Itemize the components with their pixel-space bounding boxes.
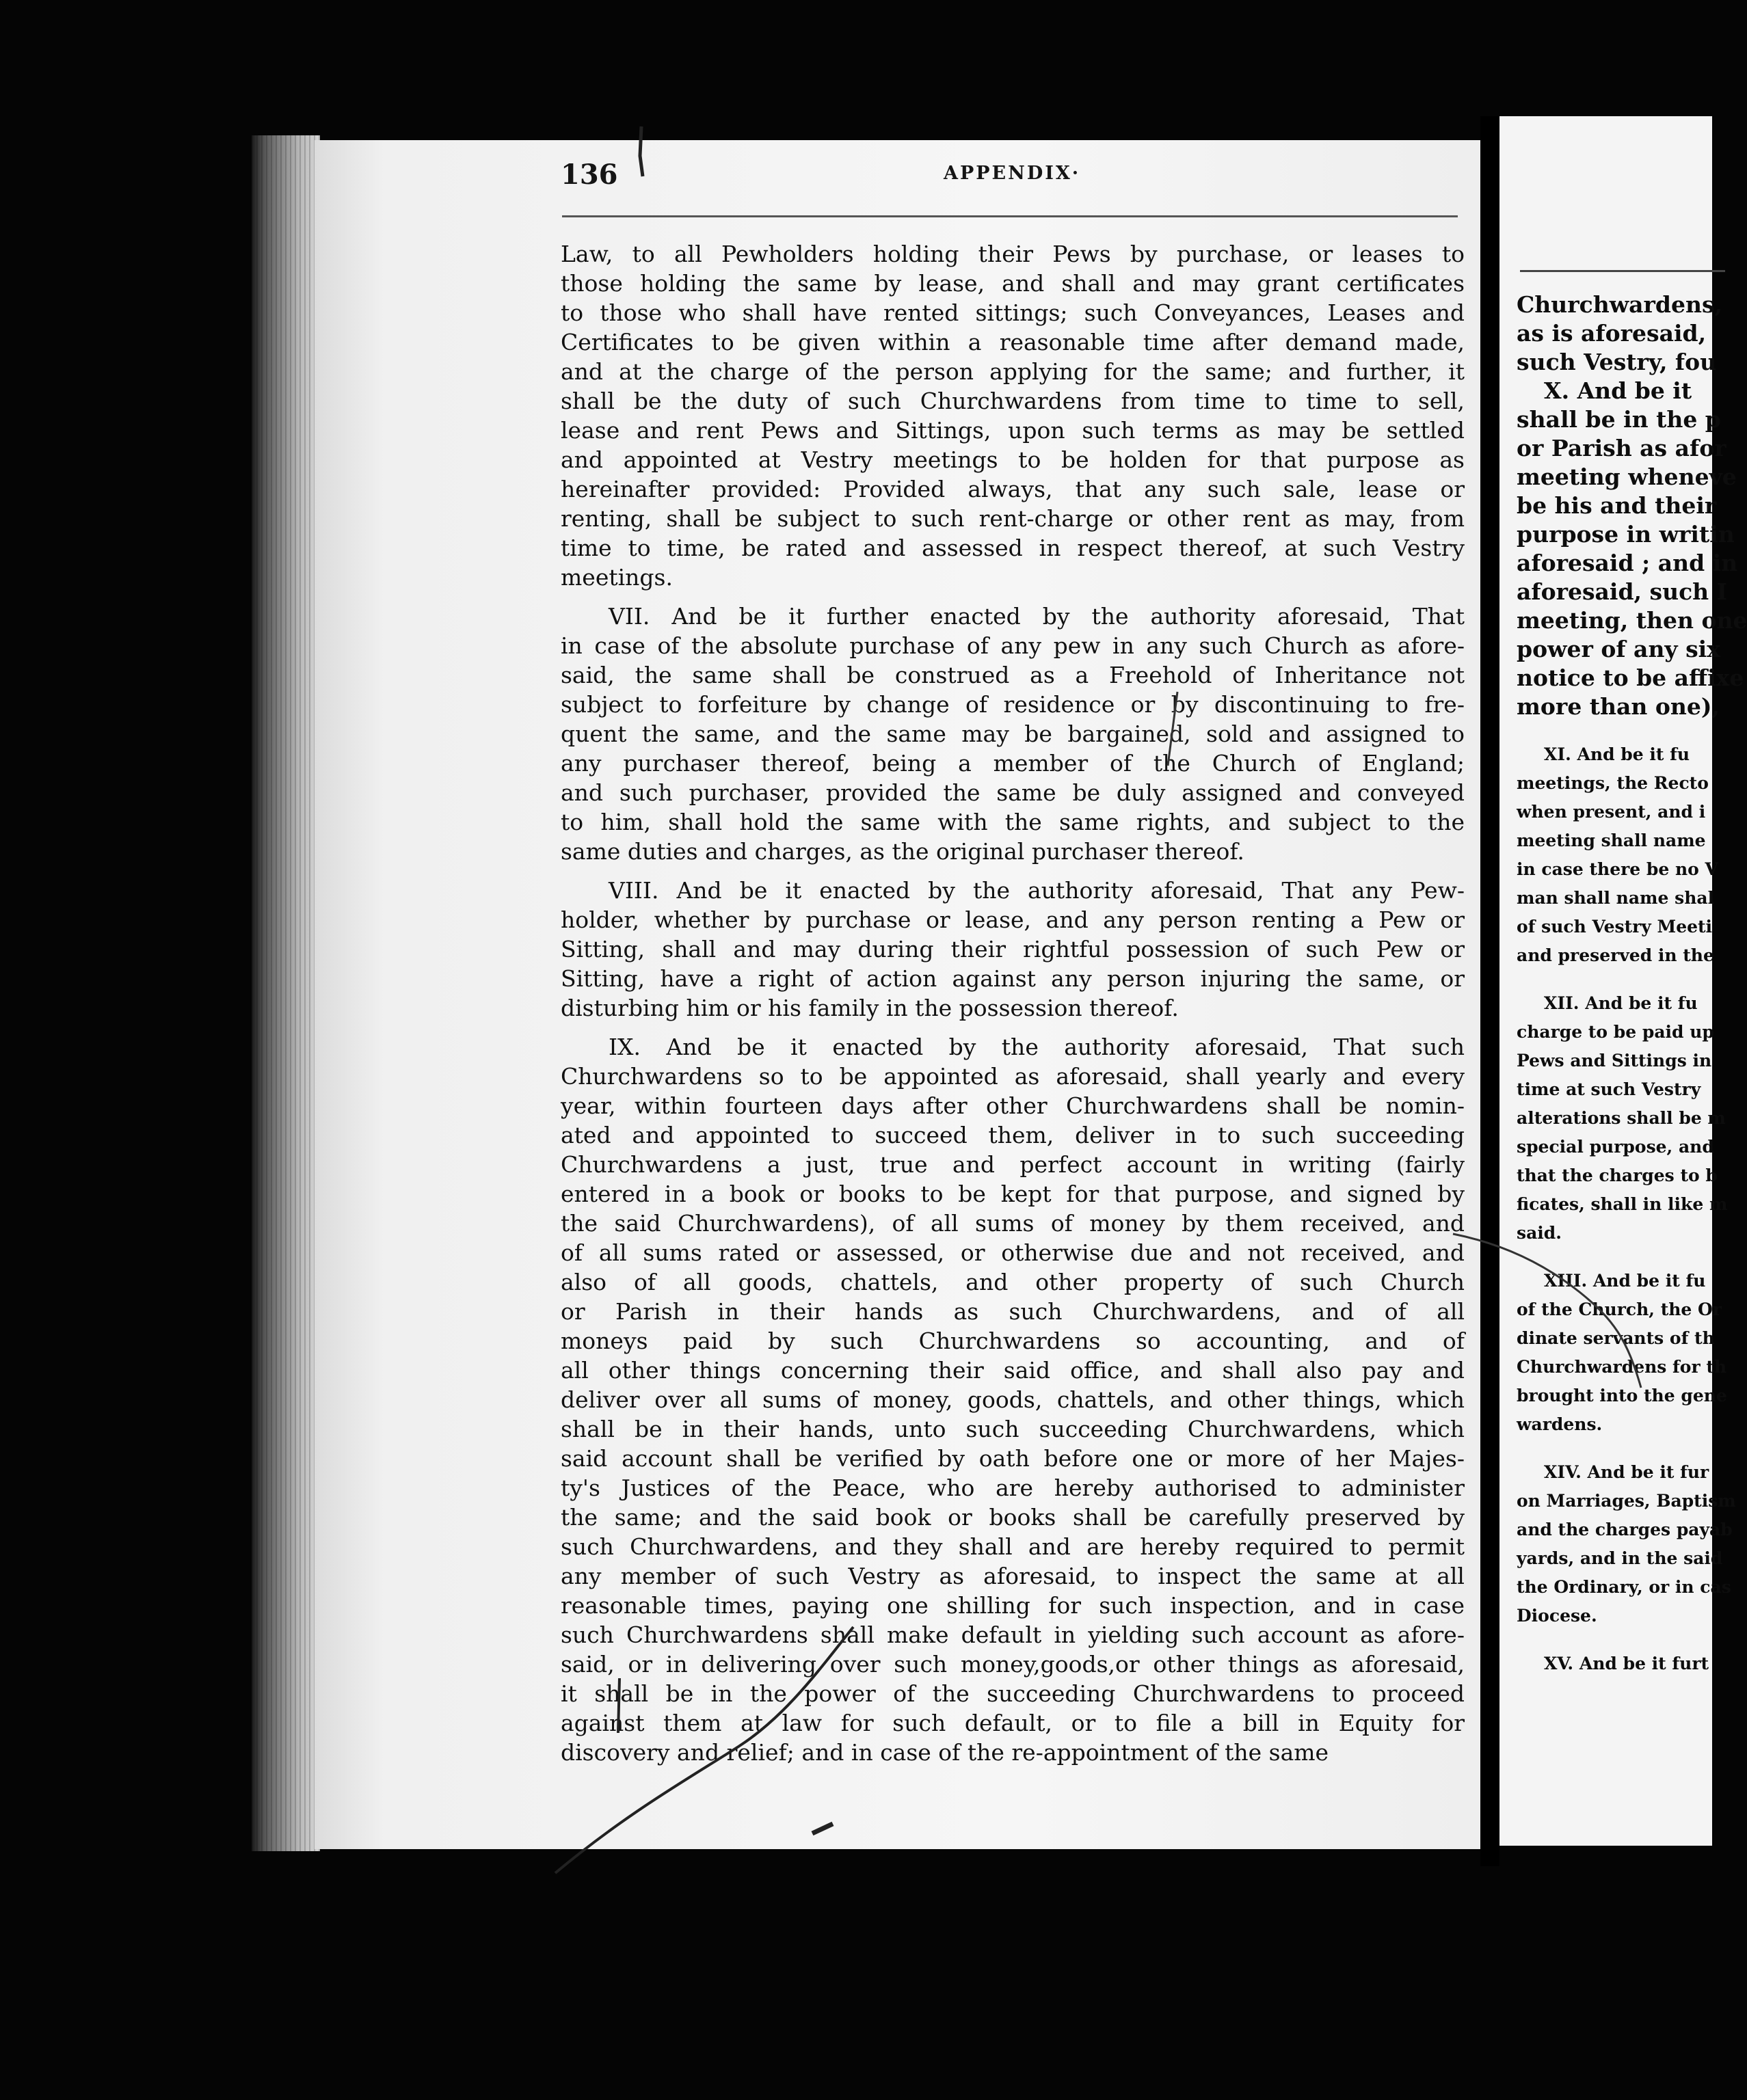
paragraph-gap bbox=[561, 592, 1465, 602]
text-line: shall be the duty of such Churchwardens from time to time to sell, bbox=[561, 388, 1465, 414]
facing-page-line: XIV. And be it fur bbox=[1544, 1462, 1709, 1482]
facing-page-line: that the charges to b bbox=[1517, 1166, 1718, 1185]
facing-page-line: power of any six bbox=[1517, 636, 1720, 662]
text-line: or Parish in their hands as such Churchwardens, and of all bbox=[561, 1298, 1465, 1325]
facing-page-line: in case there be no V bbox=[1517, 859, 1718, 879]
text-line: year, within fourteen days after other Churchwardens shall be nomin- bbox=[561, 1092, 1465, 1119]
book-gutter bbox=[1480, 116, 1499, 1866]
text-line: of all sums rated or assessed, or otherwise due and not received, and bbox=[561, 1239, 1465, 1266]
facing-page-line: shall be in the p bbox=[1517, 406, 1721, 433]
text-line: those holding the same by lease, and shall and may grant certificates bbox=[561, 270, 1465, 297]
text-line: Churchwardens so to be appointed as aforesaid, shall yearly and every bbox=[561, 1063, 1465, 1090]
text-line: such Churchwardens shall make default in yielding such account as afore- bbox=[561, 1621, 1465, 1648]
page-number: 136 bbox=[561, 159, 618, 191]
right-page-rule bbox=[1520, 270, 1725, 272]
facing-page-line: of such Vestry Meeti bbox=[1517, 917, 1713, 937]
text-line: hereinafter provided: Provided always, that any such sale, lease or bbox=[561, 476, 1465, 502]
facing-page-line: dinate servants of th bbox=[1517, 1328, 1715, 1348]
facing-page-line: man shall name shal bbox=[1517, 888, 1715, 908]
facing-page-line: XI. And be it fu bbox=[1544, 744, 1690, 764]
text-line: such Churchwardens, and they shall and are hereby required to permit bbox=[561, 1533, 1465, 1560]
text-line: Sitting, shall and may during their rightful possession of such Pew or bbox=[561, 936, 1465, 962]
facing-page-line: of the Church, the Or bbox=[1517, 1300, 1722, 1319]
text-line: same duties and charges, as the original purchaser thereof. bbox=[561, 838, 1244, 865]
facing-page-line: special purpose, and bbox=[1517, 1137, 1714, 1157]
text-line: also of all goods, chattels, and other property of such Church bbox=[561, 1269, 1465, 1295]
right-page-text bbox=[1517, 291, 1747, 1678]
facing-page-line: aforesaid ; and in bbox=[1517, 550, 1738, 576]
text-line: Certificates to be given within a reasonable time after demand made, bbox=[561, 329, 1465, 355]
facing-page-line: yards, and in the said bbox=[1517, 1548, 1723, 1568]
text-line: Churchwardens a just, true and perfect account in writing (fairly bbox=[561, 1151, 1465, 1178]
text-line: it shall be in the power of the succeeding Churchwardens to proceed bbox=[561, 1680, 1465, 1707]
text-line: Law, to all Pewholders holding their Pews by purchase, or leases to bbox=[561, 241, 1465, 267]
facing-page-line: Churchwardens, bbox=[1517, 291, 1723, 318]
facing-page-line: or Parish as afor bbox=[1517, 435, 1726, 461]
facing-page-line: be his and their bbox=[1517, 492, 1717, 519]
right-page bbox=[1499, 116, 1747, 1846]
facing-page-line: purpose in writin bbox=[1517, 521, 1735, 548]
text-line: and such purchaser, provided the same be duly assigned and conveyed bbox=[561, 779, 1465, 806]
facing-page-line: XIII. And be it fu bbox=[1544, 1271, 1706, 1291]
facing-page-line: X. And be it bbox=[1544, 377, 1692, 404]
text-line: said account shall be verified by oath before one or more of her Majes- bbox=[561, 1445, 1465, 1472]
facing-page-line: and the charges payab bbox=[1517, 1520, 1733, 1539]
facing-page-line: notice to be affixe bbox=[1517, 664, 1744, 691]
facing-page-gap bbox=[1517, 1630, 1722, 1650]
facing-page-line: wardens. bbox=[1517, 1414, 1603, 1434]
text-line: Sitting, have a right of action against any person injuring the same, or bbox=[561, 965, 1465, 992]
facing-page-line: alterations shall be m bbox=[1517, 1108, 1726, 1128]
text-line: all other things concerning their said office, and shall also pay and bbox=[561, 1357, 1465, 1384]
text-line: disturbing him or his family in the possession thereof. bbox=[561, 995, 1179, 1021]
text-line: IX. And be it enacted by the authority aforesaid, That such bbox=[609, 1034, 1465, 1060]
text-line: in case of the absolute purchase of any pew in any such Church as afore- bbox=[561, 632, 1465, 659]
text-line: to those who shall have rented sittings; such Conveyances, Leases and bbox=[561, 299, 1465, 326]
facing-page-line: meetings, the Recto bbox=[1517, 773, 1709, 793]
facing-page-line: on Marriages, Baptism bbox=[1517, 1491, 1736, 1511]
facing-page-line: Pews and Sittings in bbox=[1517, 1051, 1712, 1071]
text-line: any member of such Vestry as aforesaid, to inspect the same at all bbox=[561, 1563, 1465, 1589]
text-line: shall be in their hands, unto such succeeding Churchwardens, which bbox=[561, 1416, 1465, 1442]
facing-page-line: XII. And be it fu bbox=[1544, 993, 1698, 1013]
body-text bbox=[561, 239, 1465, 1767]
text-line: VIII. And be it enacted by the authority aforesaid, That any Pew- bbox=[609, 877, 1465, 904]
facing-page-line: Diocese. bbox=[1517, 1606, 1597, 1626]
text-line: the said Churchwardens), of all sums of money by them received, and bbox=[561, 1210, 1465, 1237]
page-edge-stack bbox=[252, 135, 320, 1851]
header-rule bbox=[562, 215, 1458, 217]
facing-page-line: charge to be paid up bbox=[1517, 1022, 1714, 1042]
facing-page-line: as is aforesaid, bbox=[1517, 320, 1707, 347]
text-line: and appointed at Vestry meetings to be holden for that purpose as bbox=[561, 446, 1465, 473]
text-line: moneys paid by such Churchwardens so accounting, and of bbox=[561, 1328, 1465, 1354]
text-line: discovery and relief; and in case of the re-appointment of the same bbox=[561, 1739, 1329, 1766]
text-line: VII. And be it further enacted by the authority aforesaid, That bbox=[609, 603, 1465, 630]
facing-page-line: and preserved in the bbox=[1517, 945, 1714, 965]
text-line: entered in a book or books to be kept for that purpose, and signed by bbox=[561, 1181, 1465, 1207]
facing-page-line: time at such Vestry bbox=[1517, 1079, 1701, 1099]
facing-page-line: ficates, shall in like m bbox=[1517, 1194, 1728, 1214]
paragraph-gap bbox=[561, 1023, 1465, 1032]
text-line: and at the charge of the person applying for the same; and further, it bbox=[561, 358, 1465, 385]
facing-page-line: such Vestry, fou bbox=[1517, 349, 1717, 375]
facing-page-line: the Ordinary, or in cas bbox=[1517, 1577, 1731, 1597]
text-line: meetings. bbox=[561, 564, 673, 591]
page-header-title: APPENDIX· bbox=[944, 163, 1081, 184]
facing-page-line: XV. And be it furt bbox=[1544, 1654, 1709, 1673]
facing-page-line: more than one), bbox=[1517, 693, 1720, 720]
text-line: said, the same shall be construed as a Freehold of Inheritance not bbox=[561, 662, 1465, 688]
text-line: to him, shall hold the same with the same rights, and subject to the bbox=[561, 809, 1465, 835]
text-line: any purchaser thereof, being a member of the Church of England; bbox=[561, 750, 1465, 777]
facing-page-line: meeting, then one bbox=[1517, 607, 1747, 634]
text-line: lease and rent Pews and Sittings, upon such terms as may be settled bbox=[561, 417, 1465, 444]
facing-page-gap bbox=[1517, 721, 1722, 740]
facing-page-line: said. bbox=[1517, 1223, 1562, 1243]
facing-page-line: meeting shall name bbox=[1517, 831, 1706, 850]
text-line: time to time, be rated and assessed in respect thereof, at such Vestry bbox=[561, 535, 1465, 561]
text-line: holder, whether by purchase or lease, and any person renting a Pew or bbox=[561, 906, 1465, 933]
facing-page-gap bbox=[1517, 1248, 1722, 1267]
text-line: renting, shall be subject to such rent-charge or other rent as may, from bbox=[561, 505, 1465, 532]
facing-page-line: Churchwardens for th bbox=[1517, 1357, 1727, 1377]
facing-page-line: aforesaid, such I bbox=[1517, 578, 1728, 605]
running-head bbox=[561, 159, 1470, 200]
text-line: said, or in delivering over such money,goods,or other things as aforesaid, bbox=[561, 1651, 1465, 1678]
text-line: ty's Justices of the Peace, who are hereby authorised to administer bbox=[561, 1475, 1465, 1501]
text-line: subject to forfeiture by change of residence or by discontinuing to fre- bbox=[561, 691, 1465, 718]
facing-page-gap bbox=[1517, 970, 1722, 989]
facing-page-line: brought into the gene bbox=[1517, 1386, 1727, 1405]
facing-page-gap bbox=[1517, 1439, 1722, 1458]
paragraph-gap bbox=[561, 866, 1465, 876]
text-line: quent the same, and the same may be bargained, sold and assigned to bbox=[561, 721, 1465, 747]
facing-page-line: meeting wheneve bbox=[1517, 463, 1737, 490]
text-line: ated and appointed to succeed them, deliver in to such succeeding bbox=[561, 1122, 1465, 1148]
text-line: against them at law for such default, or to file a bill in Equity for bbox=[561, 1710, 1465, 1736]
text-line: reasonable times, paying one shilling for such inspection, and in case bbox=[561, 1592, 1465, 1619]
text-line: deliver over all sums of money, goods, chattels, and other things, which bbox=[561, 1386, 1465, 1413]
facing-page-line: when present, and i bbox=[1517, 802, 1706, 822]
text-line: the same; and the said book or books shall be carefully preserved by bbox=[561, 1504, 1465, 1531]
